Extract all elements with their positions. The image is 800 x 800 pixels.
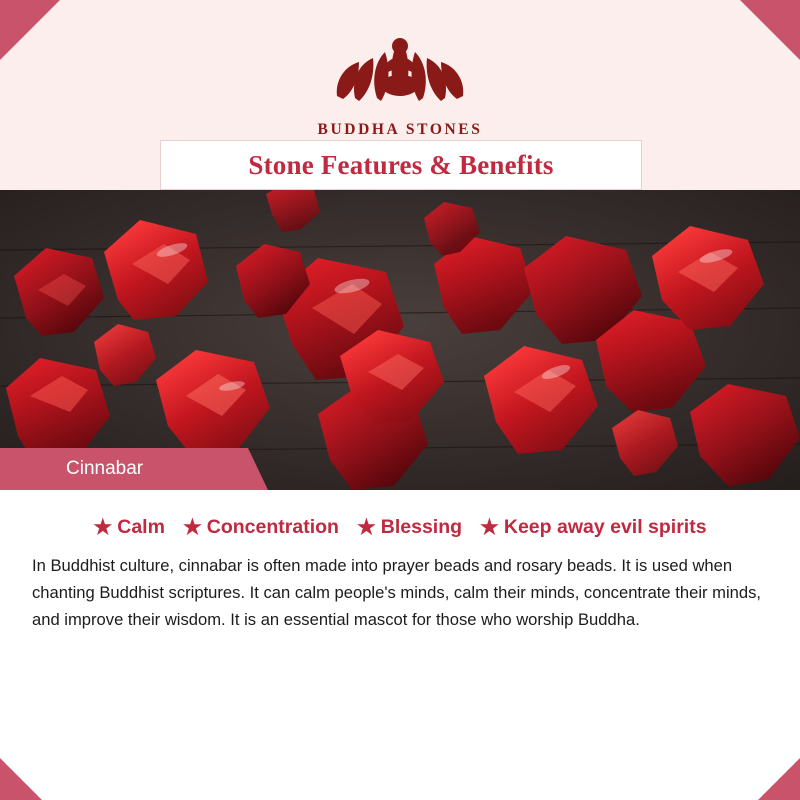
benefit-item: [93, 516, 165, 539]
benefit-item: [480, 516, 707, 539]
brand-name: BUDDHA STONES: [317, 121, 483, 138]
star-icon: ★: [356, 516, 376, 539]
page-title: [160, 140, 642, 190]
star-icon: ★: [93, 516, 113, 539]
stone-photo: [0, 190, 800, 490]
benefit-item: [357, 516, 462, 539]
benefit-item: [183, 516, 339, 539]
corner-decoration-bottom-right: [758, 758, 800, 800]
brand-logo: [0, 22, 800, 139]
benefit-label: Calm: [117, 516, 165, 538]
benefit-label: Concentration: [206, 516, 339, 538]
cinnabar-stones-illustration: [0, 190, 800, 490]
description-text: In Buddhist culture, cinnabar is often made into prayer beads and rosary beads. It is used when chanting Buddhist scriptures. It can calm people's minds, calm their minds, concentrate their minds, and improve their wisdom. It is an essential mascot for those who worship Buddha.: [32, 556, 762, 629]
benefit-label: Keep away evil spirits: [503, 516, 707, 538]
lotus-meditation-icon: [325, 22, 475, 114]
star-icon: ★: [480, 516, 499, 539]
benefits-row: [0, 490, 800, 539]
benefit-label: Blessing: [380, 516, 463, 538]
stone-name-label: Cinnabar: [66, 458, 144, 479]
corner-decoration-bottom-left: [0, 758, 42, 800]
page-title-text: Stone Features & Benefits: [248, 149, 554, 180]
stone-name-tab: [0, 448, 143, 490]
content-section: [0, 490, 800, 800]
star-icon: ★: [182, 516, 202, 539]
